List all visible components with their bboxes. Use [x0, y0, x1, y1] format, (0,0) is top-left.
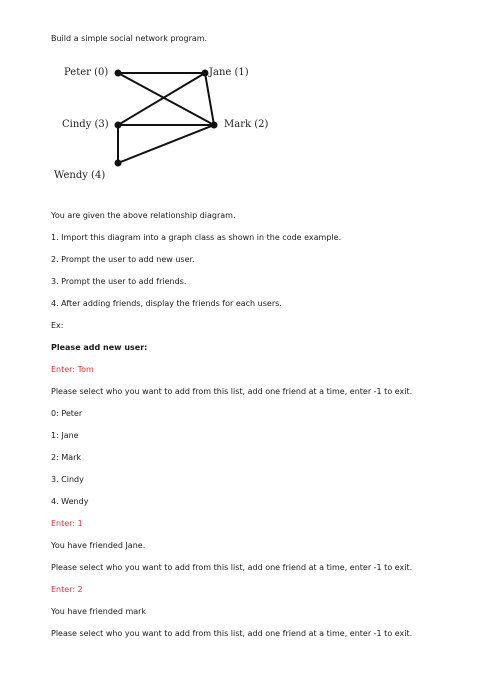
- option-cindy: 3. Cindy: [51, 475, 84, 484]
- node-label-jane: Jane (1): [209, 67, 249, 78]
- node-peter-dot: [115, 70, 122, 77]
- option-jane: 1: Jane: [51, 431, 79, 440]
- friended-mark-message: You have friended mark: [51, 607, 147, 616]
- friended-jane-message: You have friended Jane.: [51, 541, 146, 550]
- node-label-peter: Peter (0): [64, 67, 109, 78]
- node-label-wendy: Wendy (4): [54, 170, 106, 181]
- step-2: 2. Prompt the user to add new user.: [51, 255, 195, 264]
- select-prompt-2: Please select who you want to add from this list, add one friend at a time, enter -1 to exit.: [51, 563, 413, 572]
- node-label-cindy: Cindy (3): [62, 119, 109, 130]
- option-mark: 2: Mark: [51, 453, 82, 462]
- option-wendy: 4. Wendy: [51, 497, 89, 506]
- step-1: 1. Import this diagram into a graph class as shown in the code example.: [51, 233, 342, 242]
- step-4: 4. After adding friends, display the friends for each users.: [51, 299, 282, 308]
- node-label-mark: Mark (2): [224, 119, 269, 130]
- node-wendy-dot: [115, 160, 122, 167]
- edge-jane-mark: [205, 73, 214, 125]
- select-prompt-3: Please select who you want to add from this list, add one friend at a time, enter -1 to exit.: [51, 629, 413, 638]
- document-heading: Build a simple social network program.: [51, 34, 208, 43]
- input-enter-tom: Enter: Tom: [51, 365, 94, 374]
- step-3: 3. Prompt the user to add friends.: [51, 277, 187, 286]
- option-peter: 0: Peter: [51, 409, 83, 418]
- example-label: Ex:: [51, 321, 64, 330]
- node-mark-dot: [211, 122, 218, 129]
- relationship-diagram: [0, 0, 502, 200]
- node-jane-dot: [202, 70, 209, 77]
- prompt-add-user: Please add new user:: [51, 343, 148, 352]
- select-prompt-1: Please select who you want to add from this list, add one friend at a time, enter -1 to exit.: [51, 387, 413, 396]
- edge-wendy-mark: [118, 125, 214, 163]
- intro-text: You are given the above relationship diagram.: [51, 211, 236, 220]
- input-enter-1: Enter: 1: [51, 519, 83, 528]
- input-enter-2: Enter: 2: [51, 585, 83, 594]
- node-cindy-dot: [115, 122, 122, 129]
